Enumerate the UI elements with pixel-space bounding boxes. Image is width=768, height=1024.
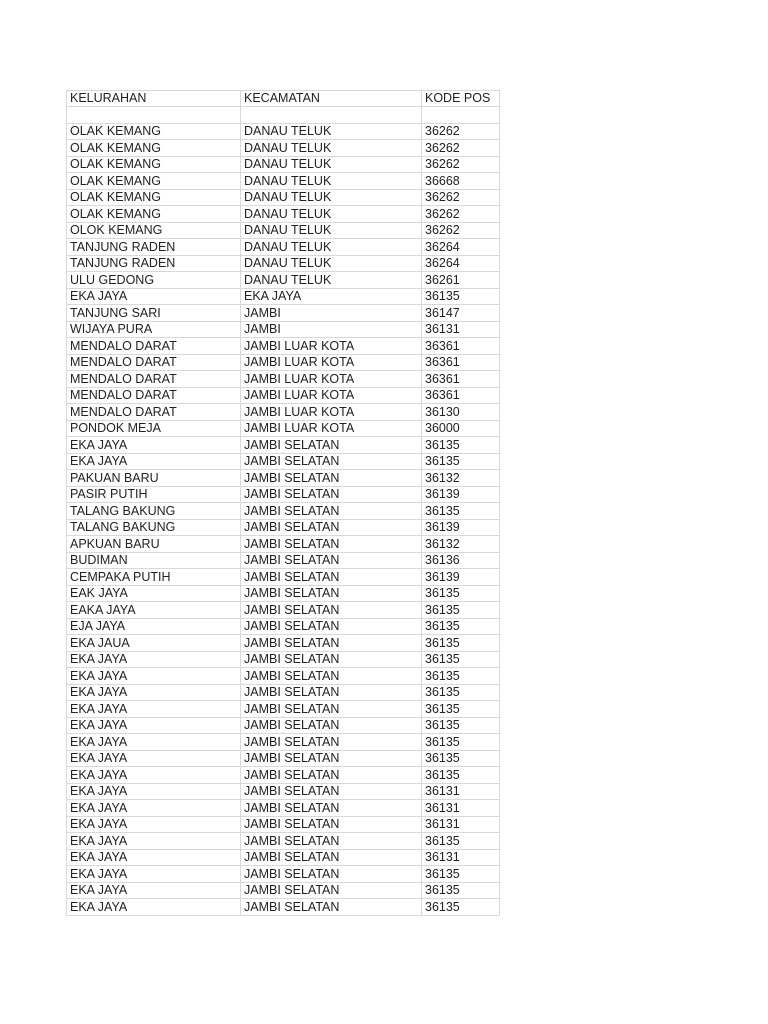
kode-pos-cell: 36262 bbox=[422, 189, 500, 206]
kelurahan-cell: EKA JAUA bbox=[67, 635, 241, 652]
table-row bbox=[67, 470, 500, 487]
table-row bbox=[67, 651, 500, 668]
kelurahan-cell: BUDIMAN bbox=[67, 552, 241, 569]
kode-pos-cell: 36135 bbox=[422, 585, 500, 602]
kode-pos-cell: 36135 bbox=[422, 701, 500, 718]
kode-pos-cell: 36139 bbox=[422, 486, 500, 503]
table-row bbox=[67, 222, 500, 239]
kode-pos-cell: 36132 bbox=[422, 470, 500, 487]
table-row bbox=[67, 123, 500, 140]
table-row bbox=[67, 189, 500, 206]
kecamatan-cell: DANAU TELUK bbox=[241, 123, 422, 140]
kelurahan-cell: APKUAN BARU bbox=[67, 536, 241, 553]
kecamatan-cell: DANAU TELUK bbox=[241, 156, 422, 173]
kode-pos-cell: 36361 bbox=[422, 387, 500, 404]
kelurahan-cell: TANJUNG RADEN bbox=[67, 239, 241, 256]
kecamatan-cell: JAMBI SELATAN bbox=[241, 899, 422, 916]
kode-pos-cell: 36135 bbox=[422, 453, 500, 470]
kecamatan-cell: JAMBI SELATAN bbox=[241, 453, 422, 470]
kecamatan-cell: JAMBI SELATAN bbox=[241, 767, 422, 784]
table-row bbox=[67, 387, 500, 404]
table-row bbox=[67, 486, 500, 503]
kecamatan-cell: JAMBI bbox=[241, 305, 422, 322]
table-row bbox=[67, 750, 500, 767]
kecamatan-cell: JAMBI SELATAN bbox=[241, 635, 422, 652]
kecamatan-cell: JAMBI SELATAN bbox=[241, 503, 422, 520]
kelurahan-cell: TALANG BAKUNG bbox=[67, 503, 241, 520]
table-row bbox=[67, 453, 500, 470]
kelurahan-cell: EAKA JAYA bbox=[67, 602, 241, 619]
kode-pos-cell bbox=[422, 107, 500, 124]
table-row bbox=[67, 305, 500, 322]
kode-pos-cell: 36135 bbox=[422, 618, 500, 635]
table-row bbox=[67, 503, 500, 520]
kelurahan-cell: OLAK KEMANG bbox=[67, 189, 241, 206]
table-row bbox=[67, 734, 500, 751]
table-row bbox=[67, 717, 500, 734]
table-row bbox=[67, 156, 500, 173]
kode-pos-cell: 36361 bbox=[422, 371, 500, 388]
kelurahan-cell: EKA JAYA bbox=[67, 899, 241, 916]
kode-pos-cell: 36135 bbox=[422, 635, 500, 652]
kelurahan-cell: EKA JAYA bbox=[67, 783, 241, 800]
kelurahan-cell: OLAK KEMANG bbox=[67, 156, 241, 173]
kecamatan-cell: DANAU TELUK bbox=[241, 239, 422, 256]
kode-pos-cell: 36262 bbox=[422, 123, 500, 140]
kode-pos-cell: 36261 bbox=[422, 272, 500, 289]
kode-pos-cell: 36132 bbox=[422, 536, 500, 553]
kode-pos-cell: 36131 bbox=[422, 849, 500, 866]
table-row bbox=[67, 882, 500, 899]
kode-pos-cell: 36668 bbox=[422, 173, 500, 190]
kelurahan-cell: OLAK KEMANG bbox=[67, 123, 241, 140]
kecamatan-cell: JAMBI SELATAN bbox=[241, 866, 422, 883]
kelurahan-cell: PAKUAN BARU bbox=[67, 470, 241, 487]
kecamatan-cell: JAMBI SELATAN bbox=[241, 585, 422, 602]
kelurahan-cell: OLAK KEMANG bbox=[67, 206, 241, 223]
table-row bbox=[67, 420, 500, 437]
kelurahan-cell: EKA JAYA bbox=[67, 800, 241, 817]
kecamatan-cell: JAMBI LUAR KOTA bbox=[241, 420, 422, 437]
kode-pos-cell: 36139 bbox=[422, 519, 500, 536]
kode-pos-cell: 36131 bbox=[422, 800, 500, 817]
kecamatan-cell: JAMBI SELATAN bbox=[241, 470, 422, 487]
kelurahan-cell: EAK JAYA bbox=[67, 585, 241, 602]
kode-pos-cell: 36135 bbox=[422, 437, 500, 454]
kelurahan-cell: EKA JAYA bbox=[67, 288, 241, 305]
kecamatan-cell: JAMBI SELATAN bbox=[241, 569, 422, 586]
table-row bbox=[67, 585, 500, 602]
table-row bbox=[67, 140, 500, 157]
kode-pos-cell: 36135 bbox=[422, 668, 500, 685]
kecamatan-cell: DANAU TELUK bbox=[241, 272, 422, 289]
kode-pos-cell: 36135 bbox=[422, 734, 500, 751]
kecamatan-cell: JAMBI LUAR KOTA bbox=[241, 404, 422, 421]
kode-pos-cell: 36262 bbox=[422, 156, 500, 173]
kode-pos-cell: 36147 bbox=[422, 305, 500, 322]
table-row bbox=[67, 635, 500, 652]
kelurahan-cell: WIJAYA PURA bbox=[67, 321, 241, 338]
kelurahan-cell: EKA JAYA bbox=[67, 651, 241, 668]
table-row bbox=[67, 239, 500, 256]
kelurahan-cell: EKA JAYA bbox=[67, 717, 241, 734]
kelurahan-cell: EKA JAYA bbox=[67, 437, 241, 454]
kecamatan-cell: JAMBI SELATAN bbox=[241, 519, 422, 536]
kecamatan-cell: JAMBI LUAR KOTA bbox=[241, 338, 422, 355]
kode-pos-cell: 36139 bbox=[422, 569, 500, 586]
kode-pos-cell: 36000 bbox=[422, 420, 500, 437]
postal-code-table bbox=[66, 90, 500, 916]
kode-pos-cell: 36131 bbox=[422, 783, 500, 800]
kode-pos-cell: 36131 bbox=[422, 321, 500, 338]
table-row bbox=[67, 800, 500, 817]
table-row bbox=[67, 437, 500, 454]
table-row bbox=[67, 602, 500, 619]
kecamatan-cell bbox=[241, 107, 422, 124]
kecamatan-cell: JAMBI SELATAN bbox=[241, 734, 422, 751]
kelurahan-cell bbox=[67, 107, 241, 124]
kelurahan-cell: EKA JAYA bbox=[67, 684, 241, 701]
table-row bbox=[67, 816, 500, 833]
kecamatan-cell: DANAU TELUK bbox=[241, 140, 422, 157]
kode-pos-cell: 36135 bbox=[422, 503, 500, 520]
kecamatan-cell: JAMBI SELATAN bbox=[241, 668, 422, 685]
kecamatan-cell: JAMBI SELATAN bbox=[241, 684, 422, 701]
table-row bbox=[67, 206, 500, 223]
kecamatan-cell: JAMBI SELATAN bbox=[241, 882, 422, 899]
kelurahan-cell: EKA JAYA bbox=[67, 701, 241, 718]
header-kecamatan: KECAMATAN bbox=[241, 91, 422, 107]
kelurahan-cell: MENDALO DARAT bbox=[67, 404, 241, 421]
table-row bbox=[67, 668, 500, 685]
kecamatan-cell: JAMBI bbox=[241, 321, 422, 338]
kelurahan-cell: EKA JAYA bbox=[67, 849, 241, 866]
table-row bbox=[67, 767, 500, 784]
table-row bbox=[67, 569, 500, 586]
kode-pos-cell: 36135 bbox=[422, 866, 500, 883]
kelurahan-cell: MENDALO DARAT bbox=[67, 387, 241, 404]
kode-pos-cell: 36262 bbox=[422, 206, 500, 223]
kelurahan-cell: EKA JAYA bbox=[67, 816, 241, 833]
table-row bbox=[67, 701, 500, 718]
kelurahan-cell: MENDALO DARAT bbox=[67, 354, 241, 371]
table-row bbox=[67, 321, 500, 338]
kelurahan-cell: PONDOK MEJA bbox=[67, 420, 241, 437]
kode-pos-cell: 36130 bbox=[422, 404, 500, 421]
table-row bbox=[67, 519, 500, 536]
kecamatan-cell: DANAU TELUK bbox=[241, 173, 422, 190]
kode-pos-cell: 36135 bbox=[422, 899, 500, 916]
kelurahan-cell: ULU GEDONG bbox=[67, 272, 241, 289]
table-row bbox=[67, 173, 500, 190]
kelurahan-cell: EKA JAYA bbox=[67, 734, 241, 751]
table-row bbox=[67, 536, 500, 553]
kode-pos-cell: 36135 bbox=[422, 882, 500, 899]
kecamatan-cell: JAMBI SELATAN bbox=[241, 536, 422, 553]
table-row bbox=[67, 833, 500, 850]
header-kelurahan: KELURAHAN bbox=[67, 91, 241, 107]
table-row bbox=[67, 288, 500, 305]
table-row bbox=[67, 371, 500, 388]
kelurahan-cell: TALANG BAKUNG bbox=[67, 519, 241, 536]
kecamatan-cell: JAMBI SELATAN bbox=[241, 833, 422, 850]
kode-pos-cell: 36264 bbox=[422, 239, 500, 256]
kelurahan-cell: TANJUNG RADEN bbox=[67, 255, 241, 272]
kecamatan-cell: JAMBI LUAR KOTA bbox=[241, 354, 422, 371]
kode-pos-cell: 36135 bbox=[422, 288, 500, 305]
kecamatan-cell: DANAU TELUK bbox=[241, 255, 422, 272]
kecamatan-cell: JAMBI SELATAN bbox=[241, 816, 422, 833]
kelurahan-cell: EKA JAYA bbox=[67, 882, 241, 899]
kode-pos-cell: 36135 bbox=[422, 833, 500, 850]
kelurahan-cell: EKA JAYA bbox=[67, 453, 241, 470]
kode-pos-cell: 36264 bbox=[422, 255, 500, 272]
kecamatan-cell: EKA JAYA bbox=[241, 288, 422, 305]
table-row bbox=[67, 255, 500, 272]
kode-pos-cell: 36135 bbox=[422, 767, 500, 784]
table-row bbox=[67, 404, 500, 421]
kode-pos-cell: 36361 bbox=[422, 338, 500, 355]
kecamatan-cell: JAMBI SELATAN bbox=[241, 750, 422, 767]
kode-pos-cell: 36135 bbox=[422, 602, 500, 619]
kecamatan-cell: JAMBI SELATAN bbox=[241, 849, 422, 866]
kode-pos-cell: 36361 bbox=[422, 354, 500, 371]
kelurahan-cell: OLAK KEMANG bbox=[67, 140, 241, 157]
kecamatan-cell: JAMBI SELATAN bbox=[241, 701, 422, 718]
kode-pos-cell: 36135 bbox=[422, 684, 500, 701]
kecamatan-cell: JAMBI SELATAN bbox=[241, 651, 422, 668]
kelurahan-cell: EKA JAYA bbox=[67, 866, 241, 883]
kode-pos-cell: 36136 bbox=[422, 552, 500, 569]
kelurahan-cell: EKA JAYA bbox=[67, 750, 241, 767]
table-row bbox=[67, 338, 500, 355]
kecamatan-cell: DANAU TELUK bbox=[241, 206, 422, 223]
kode-pos-cell: 36262 bbox=[422, 222, 500, 239]
table-row bbox=[67, 849, 500, 866]
kelurahan-cell: TANJUNG SARI bbox=[67, 305, 241, 322]
kecamatan-cell: JAMBI SELATAN bbox=[241, 717, 422, 734]
kecamatan-cell: JAMBI SELATAN bbox=[241, 783, 422, 800]
table-row bbox=[67, 899, 500, 916]
table-row bbox=[67, 354, 500, 371]
kecamatan-cell: JAMBI SELATAN bbox=[241, 486, 422, 503]
kelurahan-cell: EJA JAYA bbox=[67, 618, 241, 635]
table-row bbox=[67, 552, 500, 569]
kode-pos-cell: 36135 bbox=[422, 717, 500, 734]
kecamatan-cell: JAMBI SELATAN bbox=[241, 602, 422, 619]
kelurahan-cell: EKA JAYA bbox=[67, 833, 241, 850]
table-row bbox=[67, 272, 500, 289]
kecamatan-cell: JAMBI SELATAN bbox=[241, 552, 422, 569]
kecamatan-cell: DANAU TELUK bbox=[241, 222, 422, 239]
table-row bbox=[67, 684, 500, 701]
table-row bbox=[67, 866, 500, 883]
table-row bbox=[67, 107, 500, 124]
kode-pos-cell: 36135 bbox=[422, 651, 500, 668]
kelurahan-cell: OLOK KEMANG bbox=[67, 222, 241, 239]
table-row bbox=[67, 618, 500, 635]
kelurahan-cell: MENDALO DARAT bbox=[67, 371, 241, 388]
kecamatan-cell: DANAU TELUK bbox=[241, 189, 422, 206]
kelurahan-cell: EKA JAYA bbox=[67, 668, 241, 685]
kelurahan-cell: PASIR PUTIH bbox=[67, 486, 241, 503]
kode-pos-cell: 36131 bbox=[422, 816, 500, 833]
table-row bbox=[67, 783, 500, 800]
kecamatan-cell: JAMBI SELATAN bbox=[241, 800, 422, 817]
kecamatan-cell: JAMBI SELATAN bbox=[241, 437, 422, 454]
header-kode-pos: KODE POS bbox=[422, 91, 500, 107]
kelurahan-cell: OLAK KEMANG bbox=[67, 173, 241, 190]
table-header-row bbox=[67, 91, 500, 107]
kecamatan-cell: JAMBI SELATAN bbox=[241, 618, 422, 635]
kode-pos-cell: 36262 bbox=[422, 140, 500, 157]
kelurahan-cell: MENDALO DARAT bbox=[67, 338, 241, 355]
kelurahan-cell: CEMPAKA PUTIH bbox=[67, 569, 241, 586]
kecamatan-cell: JAMBI LUAR KOTA bbox=[241, 387, 422, 404]
kecamatan-cell: JAMBI LUAR KOTA bbox=[241, 371, 422, 388]
kode-pos-cell: 36135 bbox=[422, 750, 500, 767]
kelurahan-cell: EKA JAYA bbox=[67, 767, 241, 784]
